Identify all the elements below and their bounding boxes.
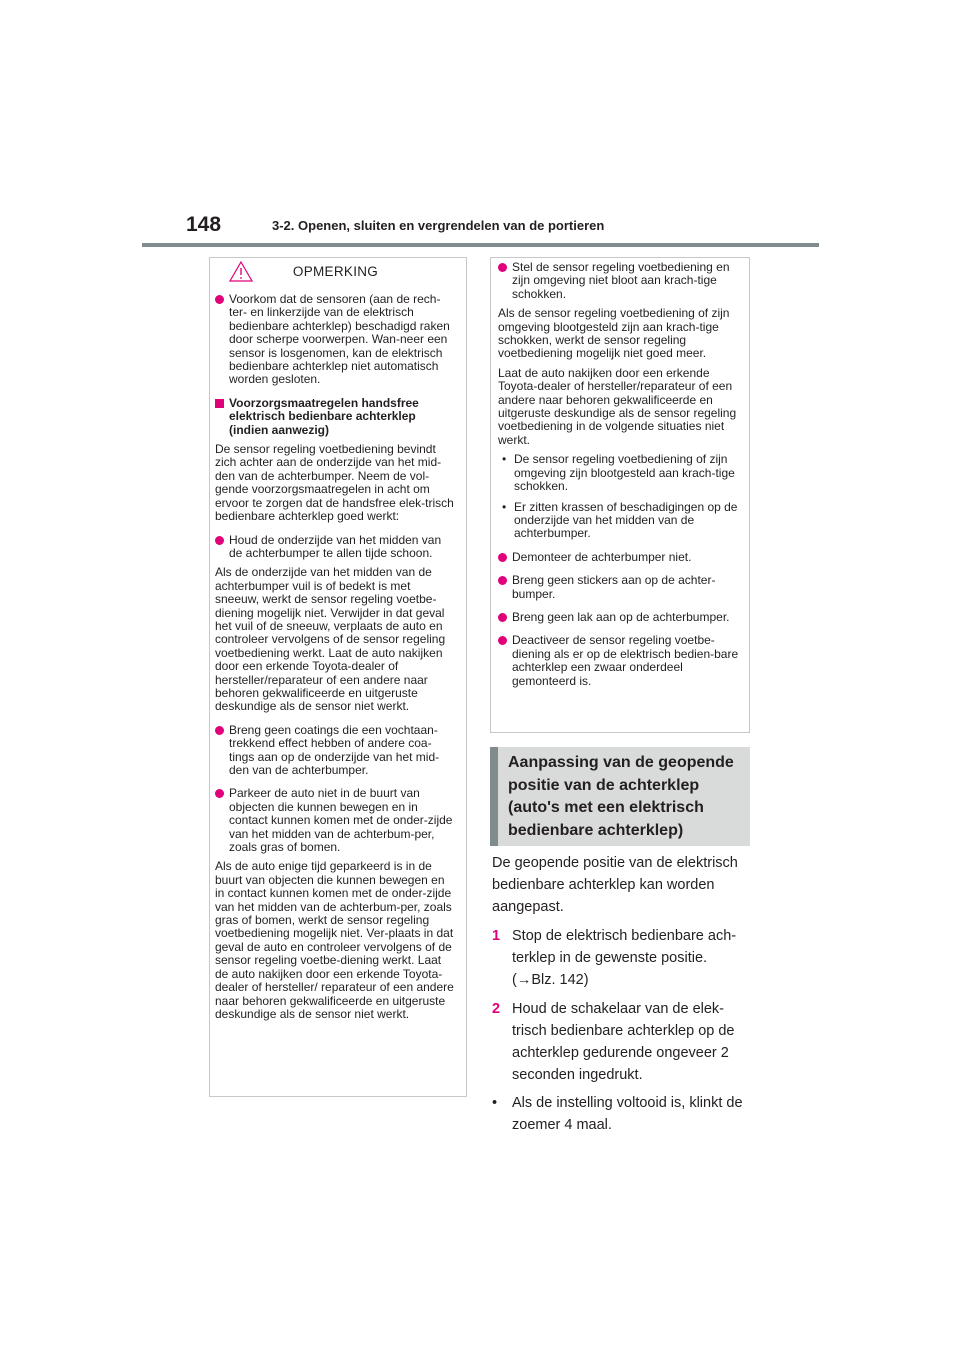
header-rule	[142, 243, 819, 247]
sub-list-item: • De sensor regeling voetbediening of zijn omgeving zijn blootgesteld aan krach-tige schokken.	[502, 452, 735, 494]
paragraph: Als de auto enige tijd geparkeerd is in de buurt van objecten die kunnen bewegen en in contact kunnen komen met de onder-zijde van het midden van de achterbum-per, zoals gras of bomen, werkt de sensor regeling voetbediening mogelijk niet. Ver-plaats in dat geval de auto en controleer vervolgens of de sensor regeling voetbe-diening werkt. Laat de auto nakijken door een erkende Toyota-dealer of hersteller/ reparateur of een andere naar behoren gekwalificeerde en uitgeruste deskundige als de sensor niet werkt.	[215, 859, 454, 1021]
note-title: OPMERKING	[292, 263, 379, 279]
section-body	[492, 852, 754, 1136]
bullet-square-icon	[215, 399, 224, 408]
list-item: Breng geen lak aan op de achterbumper.	[498, 611, 739, 624]
list-item: Voorkom dat de sensoren (aan de rech-ter- en linkerzijde van de elektrisch bedienbare achterklep) beschadigd raken door scherpe voorwerpen. Wan-neer een sensor is losgenomen, kan de elektrisch bedienbare achterklep niet automatisch worden gesloten.	[215, 293, 456, 387]
step-2: 2 Houd de schakelaar van de elek-trisch bedienbare achterklep op de achterklep gedurende ongeveer 2 seconden ingedrukt.	[492, 1001, 735, 1083]
list-item: Breng geen stickers aan op de achter-bumper.	[498, 574, 739, 601]
bullet-dot-icon	[498, 576, 507, 585]
bullet-dot-icon	[215, 295, 224, 304]
step-1: 1 Stop de elektrisch bedienbare ach-terklep in de gewenste positie. (→Blz. 142)	[492, 928, 737, 988]
bullet-dot-icon	[215, 789, 224, 798]
note-header	[215, 258, 456, 284]
list-item: Breng geen coatings die een vochtaan-trekkend effect hebben of andere coa-tings aan op de onderzijde van het mid-den van de achterbumper.	[215, 724, 456, 778]
paragraph: Laat de auto nakijken door een erkende Toyota-dealer of hersteller/reparateur of een andere naar behoren gekwalificeerde en uitgeruste deskundige als de sensor regeling voetbediening in de volgende situaties niet werkt.	[498, 365, 737, 447]
list-item: Stel de sensor regeling voetbediening en zijn omgeving niet bloot aan krach-tige schokken.	[498, 261, 739, 301]
bullet-dot-icon	[498, 263, 507, 272]
section-title: 3-2. Openen, sluiten en vergrendelen van de portieren	[272, 218, 605, 233]
list-item: Parkeer de auto niet in de buurt van objecten die kunnen bewegen en in contact kunnen komen met de onder-zijde van het midden van de achterbum-per, zoals gras of bomen.	[215, 787, 456, 854]
bullet-dot-icon	[215, 536, 224, 545]
paragraph: Als de sensor regeling voetbediening of zijn omgeving blootgesteld zijn aan krach-tige schokken, werkt de sensor regeling voetbediening mogelijk niet goed meer.	[498, 306, 730, 361]
bullet-dot-icon	[498, 553, 507, 562]
caution-note-right	[490, 257, 750, 733]
intro-text: De geopende positie van de elektrisch bedienbare achterklep kan worden aangepast.	[492, 855, 738, 915]
paragraph: Als de onderzijde van het midden van de achterbumper vuil is of bedekt is met sneeuw, werkt de sensor regeling voetbe-diening mogelijk niet. Verwijder in dat geval het vuil of de sneeuw, verplaats de auto en controleer vervolgens of de sensor regeling voetbediening werkt. Laat de auto nakijken door een erkende Toyota-dealer of hersteller/reparateur of een andere naar behoren gekwalificeerde en uitgeruste deskundige als de sensor niet werkt.	[215, 565, 446, 714]
bullet-dot-icon	[215, 726, 224, 735]
subheading: Voorzorgsmaatregelen handsfree elektrisch bedienbare achterklep (indien aanwezig)	[215, 397, 456, 437]
list-item: Deactiveer de sensor regeling voetbe-diening als er op de elektrisch bedien-bare achterklep een zwaar onderdeel gemonteerd is.	[498, 634, 739, 688]
sub-list-item: • Er zitten krassen of beschadigingen op de onderzijde van het midden van de achterbumper.	[502, 499, 738, 541]
list-item: Demonteer de achterbumper niet.	[498, 551, 739, 564]
page-number: 148	[186, 213, 222, 236]
caution-note-left	[209, 257, 467, 1097]
section-heading: Aanpassing van de geopende positie van de achterklep (auto's met een elektrisch bedienbare achterklep)	[490, 747, 750, 846]
list-item: Houd de onderzijde van het midden van de achterbumper te allen tijde schoon.	[215, 534, 456, 561]
list-item: • Als de instelling voltooid is, klinkt de zoemer 4 maal.	[492, 1095, 743, 1133]
warning-triangle-icon	[229, 261, 253, 282]
bullet-dot-icon	[498, 613, 507, 622]
paragraph: De sensor regeling voetbediening bevindt zich achter aan de onderzijde van het mid-den van de achterbumper. Neem de vol-gende voorzorgsmaatregelen in acht om ervoor te zorgen dat de handsfree elek-trisch bedienbare achterklep goed werkt:	[215, 442, 454, 524]
bullet-dot-icon	[498, 636, 507, 645]
